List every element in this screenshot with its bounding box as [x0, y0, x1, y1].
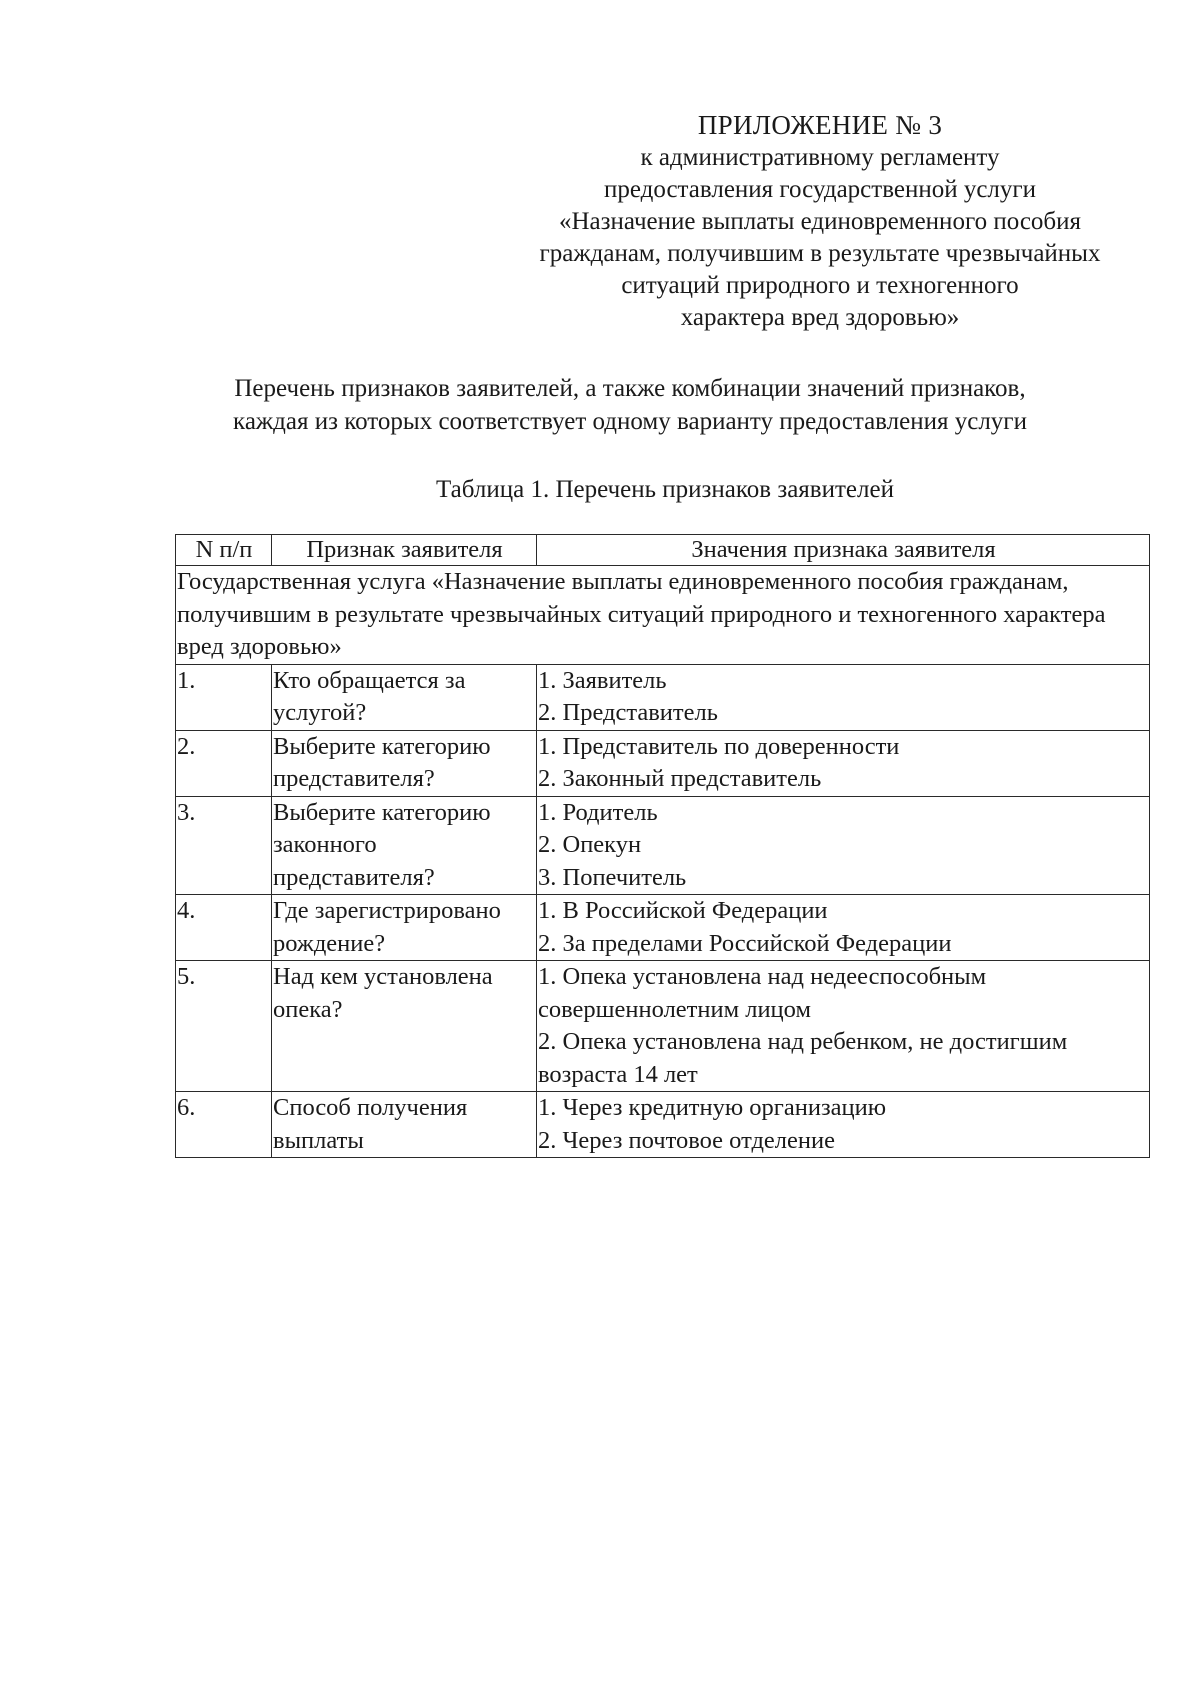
appendix-block: [470, 108, 1170, 334]
row-sign: Где зарегистрировано рождение?: [272, 895, 537, 961]
value-option: 2. Представитель: [538, 699, 718, 726]
table-row: [176, 895, 1150, 961]
value-option: 1. Опека установлена над недееспособным совершеннолетним лицом: [538, 963, 987, 1023]
table-header-row: [176, 535, 1150, 566]
row-values: [537, 895, 1150, 961]
value-option: 1. Представитель по доверенности: [538, 732, 900, 760]
document-heading: [150, 372, 1110, 438]
row-values: [537, 961, 1150, 1092]
row-sign: Кто обращается за услугой?: [272, 664, 537, 730]
value-option: 1. Заявитель: [538, 666, 667, 694]
value-option: 1. Через кредитную организацию: [538, 1094, 887, 1121]
value-option: 1. Родитель: [538, 798, 658, 826]
column-header-values: Значения признака заявителя: [537, 535, 1150, 566]
table-row: [176, 961, 1150, 1092]
appendix-line: предоставления государственной услуги: [603, 176, 1037, 203]
row-number: 5.: [176, 961, 272, 1092]
table-caption: Таблица 1. Перечень признаков заявителей: [436, 476, 894, 503]
value-option: 2. Опека установлена над ребенком, не достигшим возраста 14 лет: [538, 1028, 1068, 1088]
appendix-line: ситуаций природного и техногенного: [621, 272, 1019, 299]
appendix-title: ПРИЛОЖЕНИЕ № 3: [697, 110, 943, 140]
column-header-number: N п/п: [176, 535, 272, 566]
appendix-line: «Назначение выплаты единовременного пособия: [558, 208, 1082, 235]
heading-line: каждая из которых соответствует одному варианту предоставления услуги: [233, 408, 1027, 435]
value-option: 2. Через почтовое отделение: [538, 1126, 836, 1154]
applicant-criteria-table: [175, 534, 1150, 1158]
value-option: 2. За пределами Российской Федерации: [538, 929, 952, 957]
row-number: 1.: [176, 664, 272, 730]
service-name-cell: Государственная услуга «Назначение выплаты единовременного пособия гражданам, получившим в результате чрезвычайных ситуаций природного и техногенного характера вред здоровью»: [176, 566, 1150, 665]
value-option: 1. В Российской Федерации: [538, 897, 828, 924]
table-row: [176, 730, 1150, 796]
row-values: [537, 1092, 1150, 1158]
row-sign: Выберите категорию законного представителя?: [272, 796, 537, 895]
row-number: 3.: [176, 796, 272, 895]
appendix-line: к административному регламенту: [640, 144, 1000, 171]
row-values: [537, 796, 1150, 895]
row-values: [537, 664, 1150, 730]
row-sign: Выберите категорию представителя?: [272, 730, 537, 796]
service-name-row: [176, 566, 1150, 665]
appendix-line: гражданам, получившим в результате чрезвычайных: [539, 240, 1101, 267]
row-number: 4.: [176, 895, 272, 961]
column-header-sign: Признак заявителя: [272, 535, 537, 566]
row-sign: Над кем установлена опека?: [272, 961, 537, 1092]
table-row: [176, 664, 1150, 730]
heading-line: Перечень признаков заявителей, а также комбинации значений признаков,: [234, 375, 1026, 402]
row-sign: Способ получения выплаты: [272, 1092, 537, 1158]
row-values: [537, 730, 1150, 796]
value-option: 3. Попечитель: [538, 863, 687, 891]
table-row: [176, 1092, 1150, 1158]
appendix-line: характера вред здоровью»: [680, 304, 960, 331]
row-number: 2.: [176, 730, 272, 796]
row-number: 6.: [176, 1092, 272, 1158]
table-row: [176, 796, 1150, 895]
value-option: 2. Законный представитель: [538, 765, 822, 792]
value-option: 2. Опекун: [538, 831, 642, 858]
